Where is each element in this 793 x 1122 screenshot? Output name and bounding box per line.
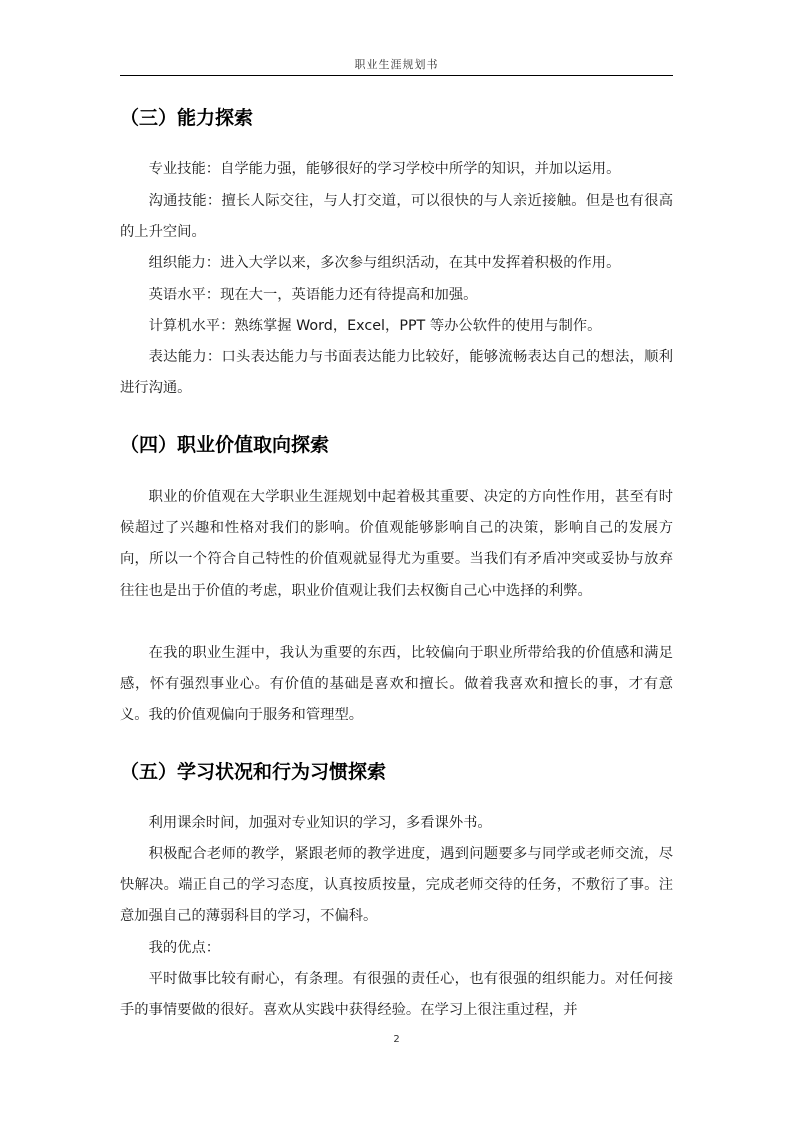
header-divider <box>120 75 673 76</box>
paragraph: 平时做事比较有耐心，有条理。有很强的责任心，也有很强的组织能力。对任何接手的事情要做的很好。喜欢从实践中获得经验。在学习上很注重过程，并 <box>120 971 673 1019</box>
section-heading-study-habits: （五）学习状况和行为习惯探索 <box>120 761 387 783</box>
paragraph: 我的优点： <box>148 940 221 956</box>
paragraph: 专业技能：自学能力强，能够很好的学习学校中所学的知识，并加以运用。 <box>148 161 621 177</box>
section-heading-ability: （三）能力探索 <box>120 107 254 129</box>
page-number: 2 <box>393 1034 400 1045</box>
paragraph: 表达能力：口头表达能力与书面表达能力比较好，能够流畅表达自己的想法，顺利进行沟通。 <box>120 349 673 397</box>
paragraph: 职业的价值观在大学职业生涯规划中起着极其重要、决定的方向性作用，甚至有时候超过了兴趣和性格对我们的影响。价值观能够影响自己的决策，影响自己的发展方向，所以一个符合自己特性的价值观就显得尤为重要。当我们有矛盾冲突或妥协与放弃往往也是出于价值的考虑，职业价值观让我们去权衡自己心中选择的利弊。 <box>120 489 673 599</box>
page-header-title: 职业生涯规划书 <box>354 58 439 71</box>
paragraph: 计算机水平：熟练掌握 Word，Excel，PPT 等办公软件的使用与制作。 <box>148 318 602 334</box>
paragraph: 在我的职业生涯中，我认为重要的东西，比较偏向于职业所带给我的价值感和满足感，怀有强烈事业心。有价值的基础是喜欢和擅长。做着我喜欢和擅长的事，才有意义。我的价值观偏向于服务和管理型。 <box>120 645 673 724</box>
paragraph: 组织能力：进入大学以来，多次参与组织活动，在其中发挥着积极的作用。 <box>148 255 621 271</box>
paragraph: 沟通技能：擅长人际交往，与人打交道，可以很快的与人亲近接触。但是也有很高的上升空间。 <box>120 193 673 241</box>
paragraph: 英语水平：现在大一，英语能力还有待提高和加强。 <box>148 287 478 303</box>
section-heading-values: （四）职业价值取向探索 <box>120 434 330 456</box>
paragraph: 积极配合老师的教学，紧跟老师的教学进度，遇到问题要多与同学或老师交流，尽快解决。端正自己的学习态度，认真按质按量，完成老师交待的任务，不敷衍了事。注意加强自己的薄弱科目的学习，不偏科。 <box>120 846 673 925</box>
paragraph: 利用课余时间，加强对专业知识的学习，多看课外书。 <box>148 815 492 831</box>
